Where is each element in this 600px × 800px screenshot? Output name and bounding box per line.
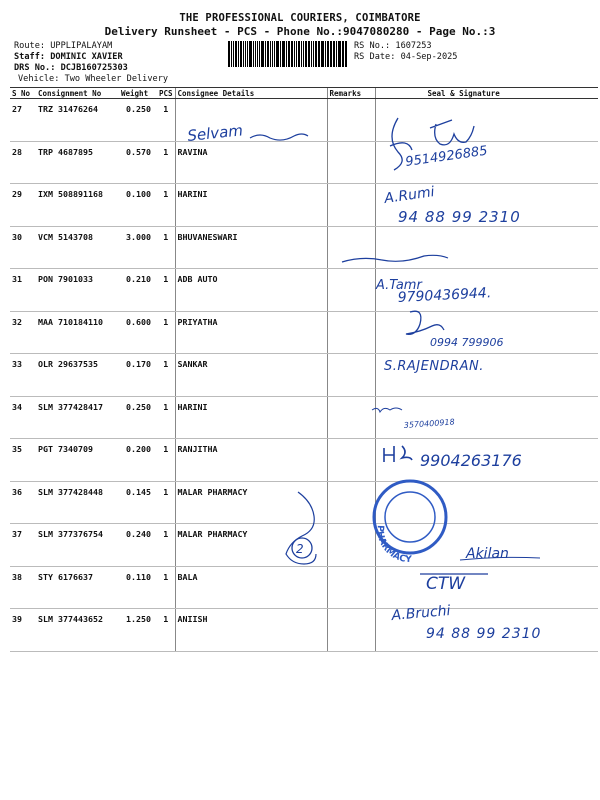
row-pcs: 1 (157, 566, 175, 609)
row-remarks (327, 481, 375, 524)
col-consignee: Consignee Details (175, 88, 327, 99)
col-pcs: PCS (157, 88, 175, 99)
row-consignee: HARINI (175, 396, 327, 439)
hw-row35-phone: 9904263176 (420, 451, 522, 470)
row-weight: 0.250 (119, 99, 157, 142)
row-remarks (327, 396, 375, 439)
row-seal (375, 269, 598, 312)
row-weight: 0.200 (119, 439, 157, 482)
row-weight: 0.210 (119, 269, 157, 312)
barcode (228, 41, 348, 67)
table-row (10, 566, 598, 609)
row-consignment: SLM 377428417 (36, 396, 119, 439)
runsheet-title: Delivery Runsheet - PCS - Phone No.:9047080280 - Page No.:3 (104, 25, 496, 38)
row-consignee: ANIISH (175, 609, 327, 652)
col-remarks: Remarks (327, 88, 375, 99)
table-row (10, 141, 598, 184)
row-weight: 3.000 (119, 226, 157, 269)
row-sno: 39 (10, 609, 36, 652)
table-row (10, 396, 598, 439)
hw-row27-name: Selvam (186, 121, 244, 145)
row-remarks (327, 99, 375, 142)
row-sno: 31 (10, 269, 36, 312)
hw-row38-mark: CTW (426, 574, 466, 594)
hw-row32-phone: 0994 799906 (430, 336, 504, 349)
row-pcs: 1 (157, 609, 175, 652)
row-weight: 0.145 (119, 481, 157, 524)
row-pcs: 1 (157, 184, 175, 227)
row-weight: 1.250 (119, 609, 157, 652)
rs-date: RS Date: 04-Sep-2025 (354, 52, 458, 62)
staff-label: Staff: DOMINIC XAVIER (14, 52, 123, 62)
row-remarks (327, 566, 375, 609)
hw-row39-phone: 94 88 99 2310 (426, 626, 542, 642)
drs-label: DRS No.: DCJB160725303 (14, 63, 128, 73)
table-header (10, 88, 598, 99)
row-consignee: BALA (175, 566, 327, 609)
row-consignee: MALAR PHARMACY (175, 481, 327, 524)
row-seal (375, 566, 598, 609)
row-weight: 0.110 (119, 566, 157, 609)
row-remarks (327, 141, 375, 184)
row-pcs: 1 (157, 311, 175, 354)
row-remarks (327, 354, 375, 397)
row-remarks (327, 311, 375, 354)
circle-number: 2 (296, 542, 304, 556)
hw-row29-phone: 94 88 99 2310 (398, 208, 521, 226)
table-row (10, 481, 598, 524)
row-seal (375, 226, 598, 269)
row-seal (375, 609, 598, 652)
row-consignee (175, 99, 327, 142)
row-consignee: PRIYATHA (175, 311, 327, 354)
row-pcs: 1 (157, 226, 175, 269)
row-weight: 0.240 (119, 524, 157, 567)
row-pcs: 1 (157, 481, 175, 524)
row-seal (375, 396, 598, 439)
row-consignment: TRZ 31476264 (36, 99, 119, 142)
table-row (10, 311, 598, 354)
row-weight: 0.170 (119, 354, 157, 397)
hw-row34-phone: 3570400918 (403, 417, 455, 430)
row-consignment: PGT 7340709 (36, 439, 119, 482)
stamp-text: PHARMACY (374, 524, 412, 566)
hw-row31-name: A.Tamr (376, 278, 422, 293)
hw-row28-phone: 9514926885 (404, 143, 489, 170)
row-sno: 36 (10, 481, 36, 524)
row-pcs: 1 (157, 141, 175, 184)
row-consignment: SLM 377376754 (36, 524, 119, 567)
row-seal (375, 184, 598, 227)
row-weight: 0.600 (119, 311, 157, 354)
row-weight: 0.100 (119, 184, 157, 227)
col-seal: Seal & Signature (375, 88, 598, 99)
row-sno: 38 (10, 566, 36, 609)
row-seal (375, 141, 598, 184)
row-sno: 34 (10, 396, 36, 439)
row-consignee: SANKAR (175, 354, 327, 397)
table-row (10, 524, 598, 567)
row-sno: 37 (10, 524, 36, 567)
route-label: Route: UPPLIPALAYAM (14, 41, 113, 51)
row-consignee: ADB AUTO (175, 269, 327, 312)
row-pcs: 1 (157, 524, 175, 567)
row-seal (375, 524, 598, 567)
row-pcs: 1 (157, 354, 175, 397)
row-remarks (327, 524, 375, 567)
row-sno: 35 (10, 439, 36, 482)
row-pcs: 1 (157, 439, 175, 482)
row-consignee: HARINI (175, 184, 327, 227)
row-seal (375, 354, 598, 397)
hw-row33-name: S.RAJENDRAN. (384, 359, 484, 374)
row-consignment: TRP 4687895 (36, 141, 119, 184)
row-remarks (327, 269, 375, 312)
row-consignee: MALAR PHARMACY (175, 524, 327, 567)
col-consignment: Consignment No (36, 88, 119, 99)
hw-row29-name: A.Rumi (383, 184, 436, 207)
col-sno: S No (10, 88, 36, 99)
row-remarks (327, 609, 375, 652)
row-sno: 32 (10, 311, 36, 354)
row-seal (375, 481, 598, 524)
row-pcs: 1 (157, 269, 175, 312)
row-sno: 28 (10, 141, 36, 184)
vehicle-label: Vehicle: Two Wheeler Delivery (18, 74, 169, 84)
row-pcs: 1 (157, 396, 175, 439)
row-consignment: MAA 710184110 (36, 311, 119, 354)
row-sno: 33 (10, 354, 36, 397)
row-seal (375, 99, 598, 142)
row-consignment: SLM 377428448 (36, 481, 119, 524)
row-weight: 0.570 (119, 141, 157, 184)
row-consignment: SLM 377443652 (36, 609, 119, 652)
row-sno: 29 (10, 184, 36, 227)
row-remarks (327, 226, 375, 269)
table-row (10, 354, 598, 397)
row-pcs: 1 (157, 99, 175, 142)
row-consignment: OLR 29637535 (36, 354, 119, 397)
runsheet-table (10, 87, 598, 652)
row-weight: 0.250 (119, 396, 157, 439)
row-consignment: VCM 5143708 (36, 226, 119, 269)
row-consignee: RAVINA (175, 141, 327, 184)
hw-row39-name: A.Bruchi (390, 602, 452, 624)
hw-row37-name: Akilan (466, 546, 509, 562)
row-seal (375, 311, 598, 354)
row-seal (375, 439, 598, 482)
table-row (10, 226, 598, 269)
company-name: THE PROFESSIONAL COURIERS, COIMBATORE (179, 12, 421, 24)
row-consignment: STY 6176637 (36, 566, 119, 609)
table-row (10, 439, 598, 482)
table-row (10, 609, 598, 652)
table-row (10, 99, 598, 142)
hw-row31-phone: 9790436944. (397, 285, 492, 306)
row-consignee: BHUVANESWARI (175, 226, 327, 269)
table-row (10, 184, 598, 227)
rs-number: RS No.: 1607253 (354, 41, 432, 51)
row-sno: 27 (10, 99, 36, 142)
row-consignment: PON 7901033 (36, 269, 119, 312)
row-sno: 30 (10, 226, 36, 269)
row-remarks (327, 439, 375, 482)
col-weight: Weight (119, 88, 157, 99)
row-remarks (327, 184, 375, 227)
table-row (10, 269, 598, 312)
row-consignee: RANJITHA (175, 439, 327, 482)
row-consignment: IXM 508891168 (36, 184, 119, 227)
